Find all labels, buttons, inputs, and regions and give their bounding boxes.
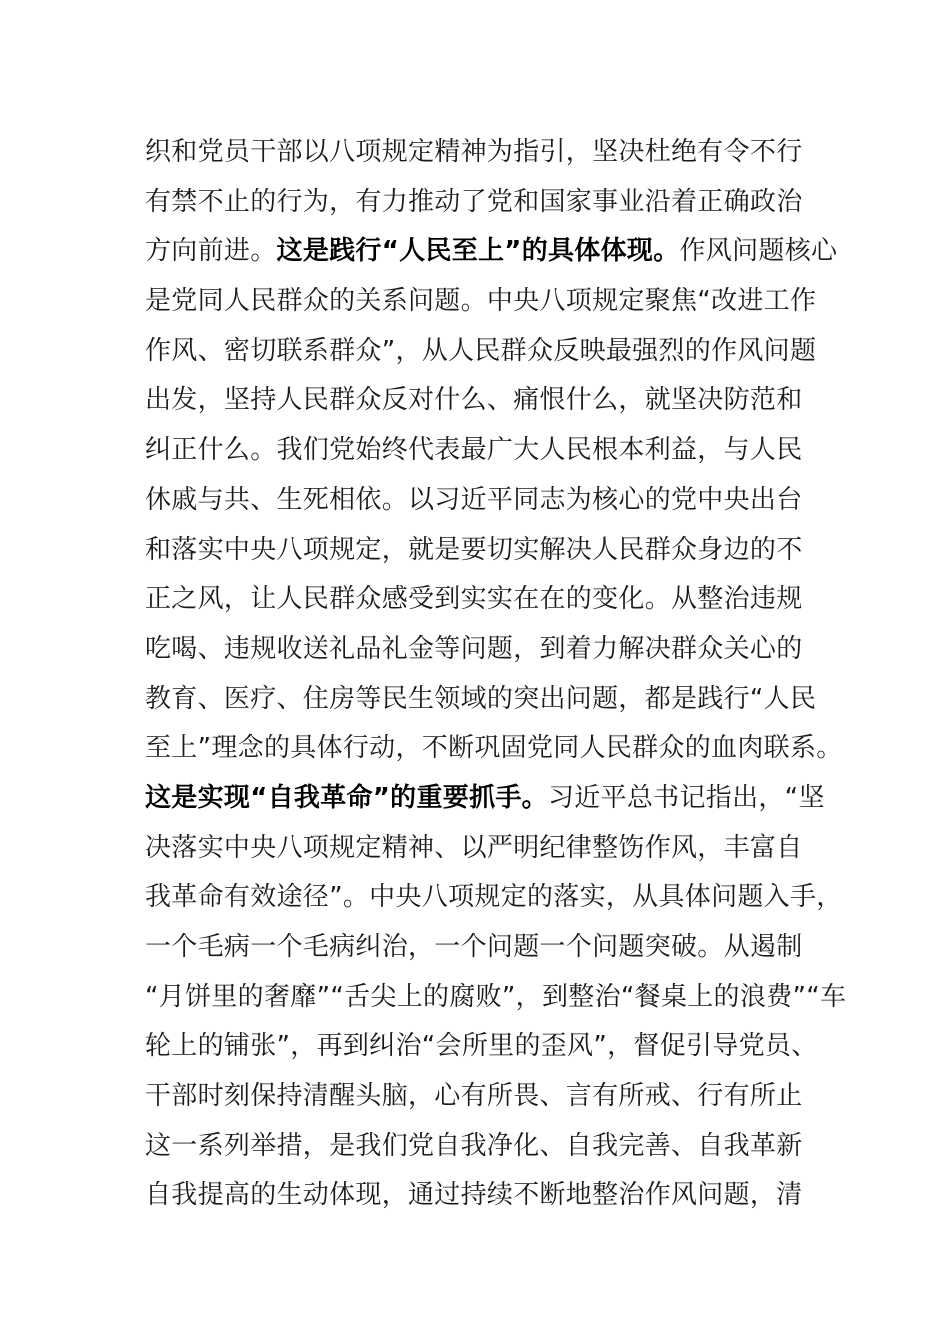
text-segment: 和落实中央八项规定，就是要切实解决人民群众身边的不 xyxy=(145,534,803,565)
bold-heading-text: 这是实现“自我革命”的重要抓手。 xyxy=(145,782,548,813)
text-line xyxy=(145,178,845,228)
text-line xyxy=(145,1022,845,1072)
text-line xyxy=(145,824,845,874)
text-line xyxy=(145,774,845,824)
text-segment: 干部时刻保持清醒头脑，心有所畏、言有所戒、行有所止 xyxy=(145,1081,803,1112)
text-segment: 教育、医疗、住房等民生领域的突出问题，都是践行“人民 xyxy=(145,683,817,714)
text-line xyxy=(145,277,845,327)
text-line xyxy=(145,923,845,973)
text-line xyxy=(145,724,845,774)
text-line xyxy=(145,376,845,426)
text-segment: 织和党员干部以八项规定精神为指引，坚决杜绝有令不行 xyxy=(145,137,803,167)
text-segment: 方向前进。 xyxy=(145,236,277,267)
text-line xyxy=(145,675,845,725)
text-segment: 作风、密切联系群众”，从人民群众反映最强烈的作风问题 xyxy=(145,335,817,366)
text-segment: 我革命有效途径”。中央八项规定的落实，从具体问题入手， xyxy=(145,882,843,913)
text-line xyxy=(145,625,845,675)
text-segment: 一个毛病一个毛病纠治，一个问题一个问题突破。从遏制 xyxy=(145,932,803,962)
text-line xyxy=(145,1171,845,1221)
text-segment: 这一系列举措，是我们党自我净化、自我完善、自我革新 xyxy=(145,1130,803,1161)
text-segment: 休戚与共、生死相依。以习近平同志为核心的党中央出台 xyxy=(145,484,803,515)
text-segment: 是党同人民群众的关系问题。中央八项规定聚焦“改进工作 xyxy=(145,286,817,317)
text-line xyxy=(145,575,845,625)
text-line xyxy=(145,1122,845,1172)
body-text xyxy=(145,128,845,1221)
text-line xyxy=(145,327,845,377)
text-segment: 有禁不止的行为，有力推动了党和国家事业沿着正确政治 xyxy=(145,186,803,217)
text-segment: 决落实中央八项规定精神、以严明纪律整饬作风，丰富自 xyxy=(145,832,803,863)
text-segment: “月饼里的奢靡”“舌尖上的腐败”，到整治“餐桌上的浪费”“车 xyxy=(145,981,847,1012)
text-segment: 作风问题核心 xyxy=(679,236,838,267)
text-segment: 自我提高的生动体现，通过持续不断地整治作风问题，清 xyxy=(145,1180,803,1211)
text-segment: 纠正什么。我们党始终代表最广大人民根本利益，与人民 xyxy=(145,435,803,466)
text-line xyxy=(145,1072,845,1122)
bold-heading-text: 这是践行“人民至上”的具体体现。 xyxy=(276,236,680,267)
text-line xyxy=(145,227,845,277)
text-line xyxy=(145,873,845,923)
text-segment: 正之风，让人民群众感受到实实在在的变化。从整治违规 xyxy=(145,584,803,615)
text-line xyxy=(145,426,845,476)
text-segment: 至上”理念的具体行动，不断巩固党同人民群众的血肉联系。 xyxy=(145,733,843,764)
text-line xyxy=(145,128,845,178)
text-segment: 习近平总书记指出，“坚 xyxy=(547,782,825,813)
text-line xyxy=(145,973,845,1023)
text-segment: 吃喝、违规收送礼品礼金等问题，到着力解决群众关心的 xyxy=(145,633,803,664)
text-segment: 轮上的铺张”，再到纠治“会所里的歪风”，督促引导党员、 xyxy=(145,1031,818,1062)
text-line xyxy=(145,476,845,526)
text-segment: 出发，坚持人民群众反对什么、痛恨什么，就坚决防范和 xyxy=(145,385,803,416)
text-line xyxy=(145,526,845,576)
